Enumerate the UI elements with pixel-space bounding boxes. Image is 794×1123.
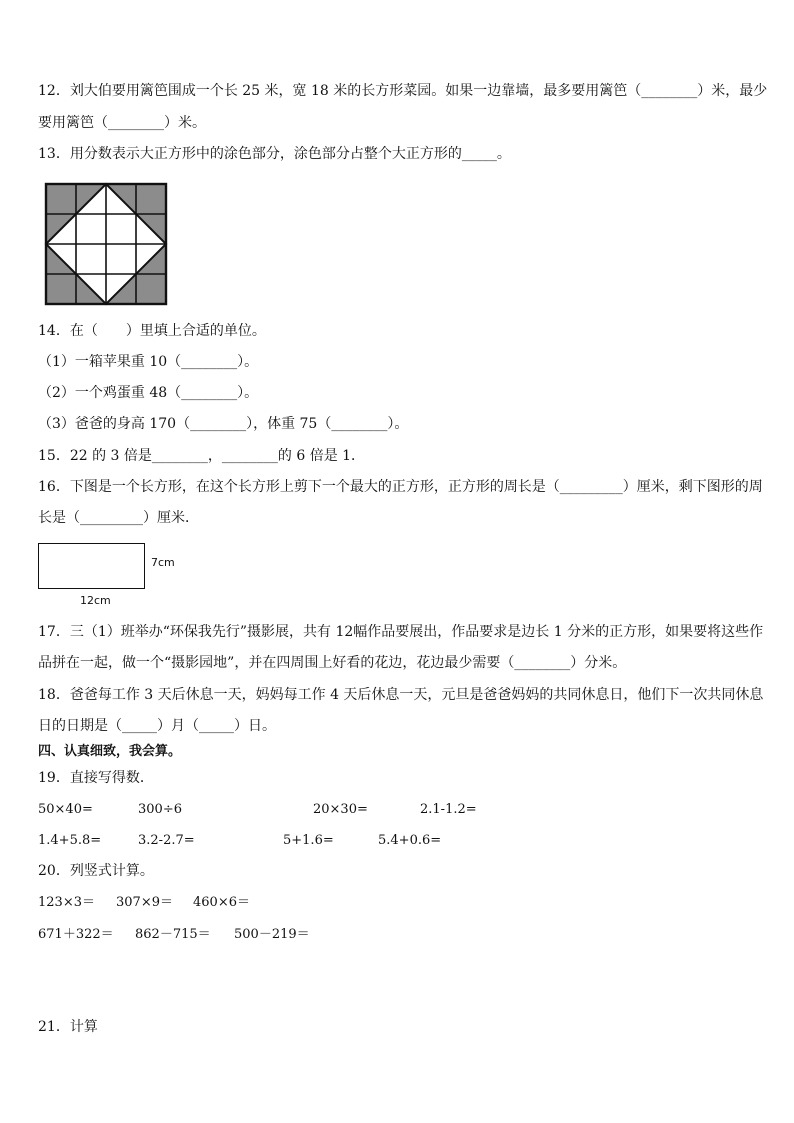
q16-line2: 长是（_________）厘米． xyxy=(38,510,199,526)
q13-shaded-square-figure xyxy=(44,182,168,306)
q20-title: 20．列竖式计算。 xyxy=(38,863,154,879)
q19-item: 5.4+0.6= xyxy=(378,833,442,848)
q14-item1: （1）一箱苹果重 10（________）。 xyxy=(38,354,259,370)
q13-text: 13．用分数表示大正方形中的涂色部分，涂色部分占整个大正方形的_____。 xyxy=(38,146,511,162)
q20-item: 500－219＝ xyxy=(234,927,310,942)
q16-rectangle xyxy=(38,543,145,589)
q12-line2: 要用篱笆（________）米。 xyxy=(38,115,206,131)
q19-item: 1.4+5.8= xyxy=(38,833,102,848)
q20-item: 862－715＝ xyxy=(135,927,211,942)
q12-line1: 12．刘大伯要用篱笆围成一个长 25 米，宽 18 米的长方形菜园。如果一边靠墙，最多要用篱笆（________）米，最少 xyxy=(38,83,768,99)
q19-item: 5+1.6= xyxy=(283,833,334,848)
q18-line2: 日的日期是（_____）月（_____）日。 xyxy=(38,718,276,734)
q19-item: 2.1-1.2= xyxy=(420,802,477,817)
q18-line1: 18．爸爸每工作 3 天后休息一天，妈妈每工作 4 天后休息一天，元旦是爸爸妈妈的共同休息日，他们下一次共同休息 xyxy=(38,687,764,703)
q16-height-label: 7cm xyxy=(151,556,175,569)
q19-item: 20×30= xyxy=(313,802,368,817)
q16-line1: 16．下图是一个长方形，在这个长方形上剪下一个最大的正方形，正方形的周长是（_________）厘米，剩下图形的周 xyxy=(38,479,763,495)
q20-item: 123×3＝ xyxy=(38,895,95,910)
q19-title: 19．直接写得数． xyxy=(38,770,154,786)
q21-title: 21．计算 xyxy=(38,1019,98,1035)
q20-item: 307×9＝ xyxy=(116,895,173,910)
q19-item: 300÷6 xyxy=(138,802,182,817)
q14-item3: （3）爸爸的身高 170（________），体重 75（________）。 xyxy=(38,416,409,432)
q14-item2: （2）一个鸡蛋重 48（________）。 xyxy=(38,385,259,401)
q20-item: 671＋322＝ xyxy=(38,927,114,942)
q15-text: 15．22 的 3 倍是________，________的 6 倍是 1． xyxy=(38,448,366,464)
q16-width-label: 12cm xyxy=(80,594,111,607)
q17-line1: 17．三（1）班举办“环保我先行”摄影展，共有 12幅作品要展出，作品要求是边长 1 分米的正方形，如果要将这些作 xyxy=(38,624,764,640)
q14-text: 14．在（ ）里填上合适的单位。 xyxy=(38,323,266,339)
section4-title: 四、认真细致，我会算。 xyxy=(38,744,182,759)
q20-item: 460×6＝ xyxy=(193,895,250,910)
q19-item: 3.2-2.7= xyxy=(138,833,195,848)
q17-line2: 品拼在一起，做一个“摄影园地”，并在四周围上好看的花边，花边最少需要（________）分米。 xyxy=(38,655,627,671)
q19-item: 50×40= xyxy=(38,802,93,817)
